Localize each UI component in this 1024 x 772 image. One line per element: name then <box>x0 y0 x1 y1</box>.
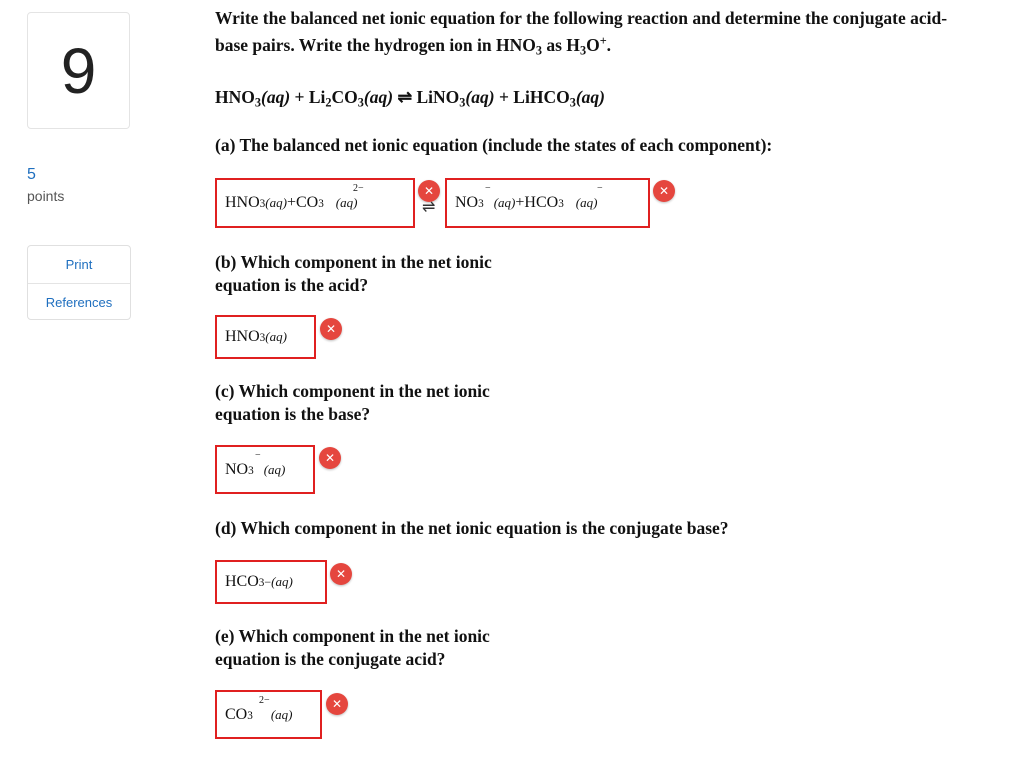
prompt-line-2: base pairs. Write the hydrogen ion in $HNO_3$ as $H_3O^+$. <box>215 34 612 58</box>
equilibrium-arrow: ⇌ <box>422 199 436 216</box>
part-b-clear-icon[interactable]: ✕ <box>320 318 342 340</box>
part-a-left-clear-icon[interactable]: ✕ <box>418 180 440 202</box>
part-b-label: (b) Which component in the net ionic equation is the acid? <box>215 252 492 295</box>
part-a-label: (a) The balanced net ionic equation (include the states of each component): <box>215 135 773 155</box>
side-links-panel <box>27 245 131 320</box>
part-d-answer[interactable]: HCO 3 − (aq) <box>215 560 327 604</box>
part-c-clear-icon[interactable]: ✕ <box>319 447 341 469</box>
prompt-text <box>215 7 947 63</box>
points-label: points <box>27 188 65 204</box>
question-number: 9 <box>60 34 97 107</box>
question-number-box <box>27 12 130 129</box>
part-e-answer[interactable]: CO 3 2− (aq) <box>215 690 322 739</box>
part-d-label: (d) Which component in the net ionic equation is the conjugate base? <box>215 518 729 538</box>
part-a-right-clear-icon[interactable]: ✕ <box>653 180 675 202</box>
reaction-equation: $HNO_3(aq) + Li_2CO_3(aq)$ ⇌ LiNO$_3$(aq) + LiHCO$_3$(aq) <box>215 87 605 110</box>
prompt-line-1: Write the balanced net ionic equation for the following reaction and determine the conjugate acid- <box>215 8 948 28</box>
part-e-clear-icon[interactable]: ✕ <box>326 693 348 715</box>
part-a-reactants-answer[interactable]: HNO 3 (aq) +CO 3 2− (aq) <box>215 178 415 228</box>
references-link[interactable]: References <box>45 295 113 310</box>
part-a-products-answer[interactable]: NO 3 − (aq) +HCO 3 − (aq) <box>445 178 650 228</box>
part-e-label: (e) Which component in the net ionic equation is the conjugate acid? <box>215 626 490 669</box>
part-c-answer[interactable]: NO 3 − (aq) <box>215 445 315 494</box>
print-link[interactable]: Print <box>65 257 93 272</box>
points-value: 5 <box>27 166 36 183</box>
part-b-answer[interactable]: HNO 3 (aq) <box>215 315 316 359</box>
part-d-clear-icon[interactable]: ✕ <box>330 563 352 585</box>
part-c-label: (c) Which component in the net ionic equation is the base? <box>215 381 490 424</box>
